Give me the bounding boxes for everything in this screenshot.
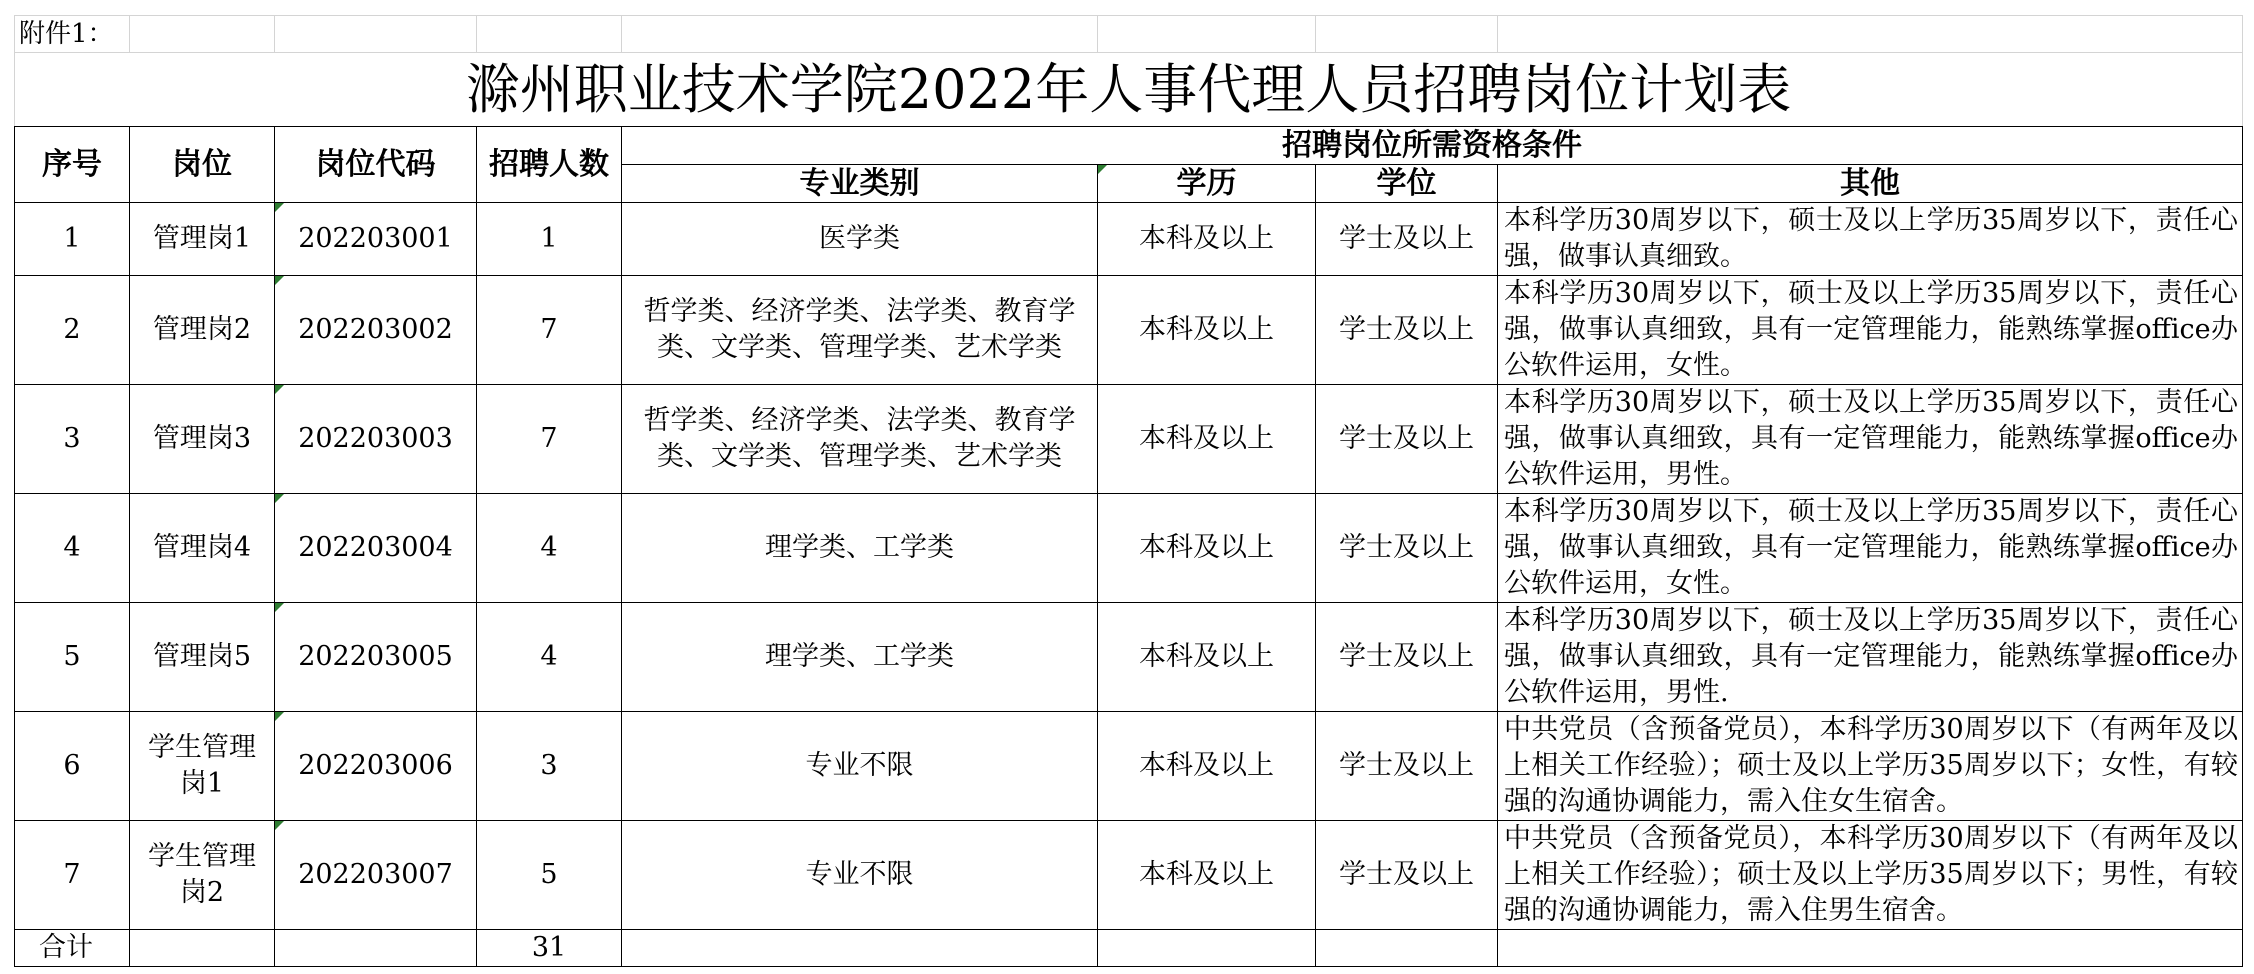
- cell-code: 202203004: [275, 494, 477, 603]
- cell-degree: 学士及以上: [1316, 494, 1498, 603]
- total-empty-cell: [622, 930, 1098, 967]
- total-empty-cell: [275, 930, 477, 967]
- cell-degree: 学士及以上: [1316, 385, 1498, 494]
- cell-code: 202203007: [275, 821, 477, 930]
- total-empty-cell: [1498, 930, 2243, 967]
- cell-other: 本科学历30周岁以下，硕士及以上学历35周岁以下，责任心强，做事认真细致。: [1498, 203, 2243, 276]
- header-post: 岗位: [130, 127, 275, 203]
- cell-seq: 6: [15, 712, 130, 821]
- cell-post: 学生管理岗1: [130, 712, 275, 821]
- cell-count: 7: [477, 385, 622, 494]
- header-major: 专业类别: [622, 165, 1098, 203]
- cell-education: 本科及以上: [1098, 385, 1316, 494]
- total-label: 合计: [15, 930, 130, 967]
- total-count: 31: [477, 930, 622, 967]
- header-degree: 学位: [1316, 165, 1498, 203]
- cell-count: 5: [477, 821, 622, 930]
- cell-code: 202203001: [275, 203, 477, 276]
- header-code: 岗位代码: [275, 127, 477, 203]
- cell-degree: 学士及以上: [1316, 821, 1498, 930]
- cell-post: 管理岗4: [130, 494, 275, 603]
- header-count: 招聘人数: [477, 127, 622, 203]
- total-empty-cell: [1098, 930, 1316, 967]
- cell-post: 管理岗2: [130, 276, 275, 385]
- cell-seq: 7: [15, 821, 130, 930]
- cell-major: 专业不限: [622, 821, 1098, 930]
- cell-major: 理学类、工学类: [622, 494, 1098, 603]
- cell-count: 4: [477, 603, 622, 712]
- cell-other: 本科学历30周岁以下，硕士及以上学历35周岁以下，责任心强，做事认真细致，具有一定管理能力，能熟练掌握office办公软件运用，女性。: [1498, 494, 2243, 603]
- cell-degree: 学士及以上: [1316, 712, 1498, 821]
- recruitment-plan-table: [14, 15, 2243, 967]
- cell-major: 哲学类、经济学类、法学类、教育学类、文学类、管理学类、艺术学类: [622, 276, 1098, 385]
- table-row: [15, 276, 2243, 385]
- cell-seq: 5: [15, 603, 130, 712]
- cell-major: 哲学类、经济学类、法学类、教育学类、文学类、管理学类、艺术学类: [622, 385, 1098, 494]
- table-row: [15, 603, 2243, 712]
- table-row: [15, 821, 2243, 930]
- cell-count: 4: [477, 494, 622, 603]
- header-other: 其他: [1498, 165, 2243, 203]
- attachment-label: 附件1：: [15, 16, 130, 53]
- cell-other: 本科学历30周岁以下，硕士及以上学历35周岁以下，责任心强，做事认真细致，具有一定管理能力，能熟练掌握office办公软件运用，女性。: [1498, 276, 2243, 385]
- cell-other: 本科学历30周岁以下，硕士及以上学历35周岁以下，责任心强，做事认真细致，具有一定管理能力，能熟练掌握office办公软件运用，男性。: [1498, 385, 2243, 494]
- cell-seq: 4: [15, 494, 130, 603]
- cell-code: 202203002: [275, 276, 477, 385]
- cell-post: 管理岗5: [130, 603, 275, 712]
- cell-seq: 1: [15, 203, 130, 276]
- header-education: 学历: [1098, 165, 1316, 203]
- cell-degree: 学士及以上: [1316, 276, 1498, 385]
- cell-post: 管理岗1: [130, 203, 275, 276]
- cell-education: 本科及以上: [1098, 494, 1316, 603]
- cell-other: 本科学历30周岁以下，硕士及以上学历35周岁以下，责任心强，做事认真细致，具有一定管理能力，能熟练掌握office办公软件运用，男性.: [1498, 603, 2243, 712]
- cell-major: 理学类、工学类: [622, 603, 1098, 712]
- table-row: [15, 494, 2243, 603]
- cell-count: 1: [477, 203, 622, 276]
- cell-education: 本科及以上: [1098, 203, 1316, 276]
- cell-count: 3: [477, 712, 622, 821]
- cell-education: 本科及以上: [1098, 276, 1316, 385]
- total-empty-cell: [1316, 930, 1498, 967]
- cell-code: 202203005: [275, 603, 477, 712]
- cell-education: 本科及以上: [1098, 712, 1316, 821]
- spreadsheet: [14, 15, 2242, 967]
- cell-other: 中共党员（含预备党员），本科学历30周岁以下（有两年及以上相关工作经验）；硕士及以上学历35周岁以下；女性，有较强的沟通协调能力，需入住女生宿舍。: [1498, 712, 2243, 821]
- cell-code: 202203003: [275, 385, 477, 494]
- cell-education: 本科及以上: [1098, 603, 1316, 712]
- cell-post: 学生管理岗2: [130, 821, 275, 930]
- cell-other: 中共党员（含预备党员），本科学历30周岁以下（有两年及以上相关工作经验）；硕士及以上学历35周岁以下；男性，有较强的沟通协调能力，需入住男生宿舍。: [1498, 821, 2243, 930]
- table-row: [15, 203, 2243, 276]
- table-row: [15, 712, 2243, 821]
- cell-seq: 2: [15, 276, 130, 385]
- cell-count: 7: [477, 276, 622, 385]
- page-title: 滁州职业技术学院2022年人事代理人员招聘岗位计划表: [15, 53, 2243, 127]
- cell-education: 本科及以上: [1098, 821, 1316, 930]
- header-seq: 序号: [15, 127, 130, 203]
- cell-code: 202203006: [275, 712, 477, 821]
- cell-major: 专业不限: [622, 712, 1098, 821]
- cell-major: 医学类: [622, 203, 1098, 276]
- cell-degree: 学士及以上: [1316, 203, 1498, 276]
- cell-post: 管理岗3: [130, 385, 275, 494]
- cell-seq: 3: [15, 385, 130, 494]
- total-row: [15, 930, 2243, 967]
- total-empty-cell: [130, 930, 275, 967]
- table-row: [15, 385, 2243, 494]
- header-requirements: 招聘岗位所需资格条件: [622, 127, 2243, 165]
- cell-degree: 学士及以上: [1316, 603, 1498, 712]
